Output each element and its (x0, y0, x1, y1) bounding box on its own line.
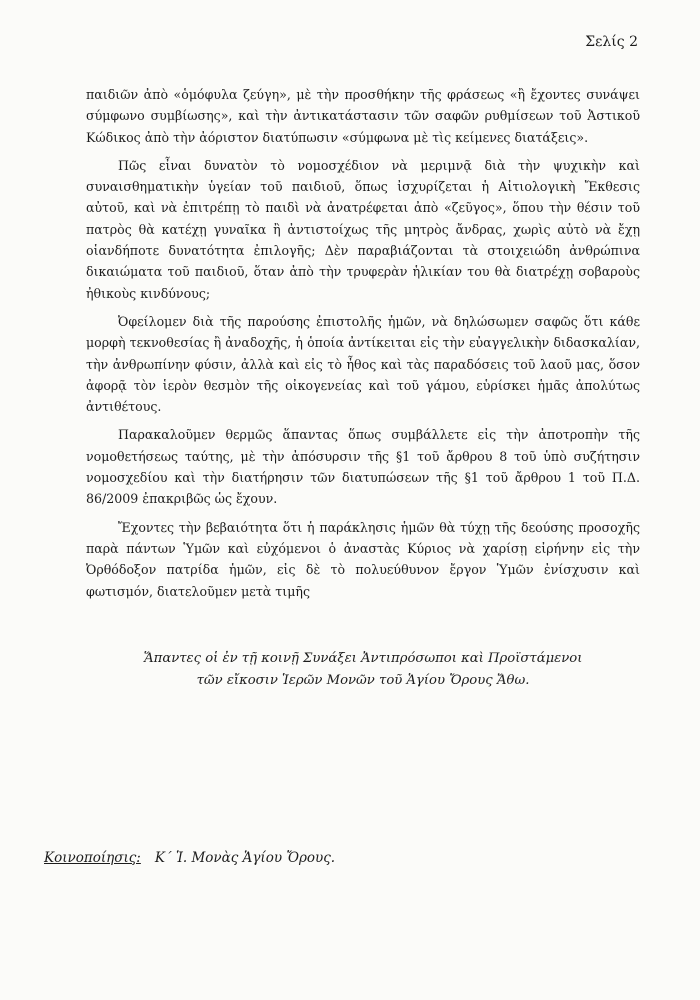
cc-label: Κοινοποίησις: (44, 850, 141, 866)
cc-line (44, 850, 335, 866)
cc-recipient: Κ΄ Ἱ. Μονὰς Ἁγίου Ὄρους. (154, 850, 336, 866)
letter-body (86, 84, 640, 609)
paragraph-1: παιδιῶν ἀπὸ «ὁμόφυλα ζεύγη», μὲ τὴν προσθήκην τῆς φράσεως «ἢ ἔχοντες συνάψει σύμφωνο συμβίωσης», καὶ τὴν ἀντικατάστασιν τῶν σαφῶν ρυθμίσεων τοῦ Ἀστικοῦ Κώδικος ἀπὸ τὴν ἀόριστον διατύπωσιν «σύμφωνα μὲ τὶς κείμενες διατάξεις». (86, 87, 640, 145)
signature-block (86, 648, 640, 692)
paragraph-3: Ὀφείλομεν διὰ τῆς παρούσης ἐπιστολῆς ἡμῶν, νὰ δηλώσωμεν σαφῶς ὅτι κάθε μορφὴ τεκνοθεσίας ἢ ἀναδοχῆς, ἡ ὁποία ἀντίκειται εἰς τὴν εὐαγγελικὴν διδασκαλίαν, τὴν ἀνθρωπίνην φύσιν, ἀλλὰ καὶ εἰς τὸ ἦθος καὶ τὰς παραδόσεις τοῦ λαοῦ μας, ὅσον ἀφορᾷ τὸν ἱερὸν θεσμὸν τῆς οἰκογενείας καὶ τοῦ γάμου, εὑρίσκει ἡμᾶς ἀπολύτως ἀντιθέτους. (86, 313, 640, 415)
signature-line-2: τῶν εἴκοσιν Ἱερῶν Μονῶν τοῦ Ἁγίου Ὄρους Ἄθω. (196, 673, 530, 688)
paragraph-5: Ἔχοντες τὴν βεβαιότητα ὅτι ἡ παράκλησις ἡμῶν θὰ τύχῃ τῆς δεούσης προσοχῆς παρὰ πάντων Ὑμῶν καὶ εὐχόμενοι ὁ ἀναστὰς Κύριος νὰ χαρίσῃ εἰρήνην εἰς τὴν Ὀρθόδοξον πατρίδα ἡμῶν, εἰς δὲ τὸ πολυεύθυνον ἔργον Ὑμῶν ἐνίσχυσιν καὶ φωτισμόν, διατελοῦμεν μετὰ τιμῆς (86, 519, 640, 599)
paragraph-4: Παρακαλοῦμεν θερμῶς ἅπαντας ὅπως συμβάλλετε εἰς τὴν ἀποτροπὴν τῆς νομοθετήσεως ταύτης, μὲ τὴν ἀπόσυρσιν τῆς §1 τοῦ ἄρθρου 8 τοῦ ὑπὸ συζήτησιν νομοσχεδίου καὶ τὴν διατήρησιν τῶν διατυπώσεων τῆς §1 τοῦ ἄρθρου 1 τοῦ Π.Δ. 86/2009 ἐπακριβῶς ὡς ἔχουν. (86, 427, 640, 507)
page-number: Σελίς 2 (585, 34, 638, 50)
signature-line-1: Ἅπαντες οἱ ἐν τῇ κοινῇ Συνάξει Ἀντιπρόσωποι καὶ Προϊστάμενοι (143, 651, 583, 666)
paragraph-2: Πῶς εἶναι δυνατὸν τὸ νομοσχέδιον νὰ μεριμνᾷ διὰ τὴν ψυχικὴν καὶ συναισθηματικὴν ὑγείαν τοῦ παιδιοῦ, ὅπως ἰσχυρίζεται ἡ Αἰτιολογικὴ Ἔκθεσις αὐτοῦ, καὶ νὰ ἐπιτρέπῃ τὸ παιδὶ νὰ ἀνατρέφεται ἀπὸ «ζεῦγος», ὅπου τὴν θέσιν τοῦ πατρὸς θὰ κατέχῃ γυναῖκα ἢ ἀντιστοίχως τῆς μητρὸς ἄνδρας, χωρὶς αὐτὸ νὰ ἔχῃ οἱανδήποτε δυνατότητα ἐπιλογῆς; Δὲν παραβιάζονται τὰ στοιχειώδη ἀνθρώπινα δικαιώματα τοῦ παιδιοῦ, ὅταν ἀπὸ τὴν τρυφερὰν ἡλικίαν του θὰ διατρέχῃ σοβαροὺς ἠθικοὺς κινδύνους; (86, 157, 640, 301)
